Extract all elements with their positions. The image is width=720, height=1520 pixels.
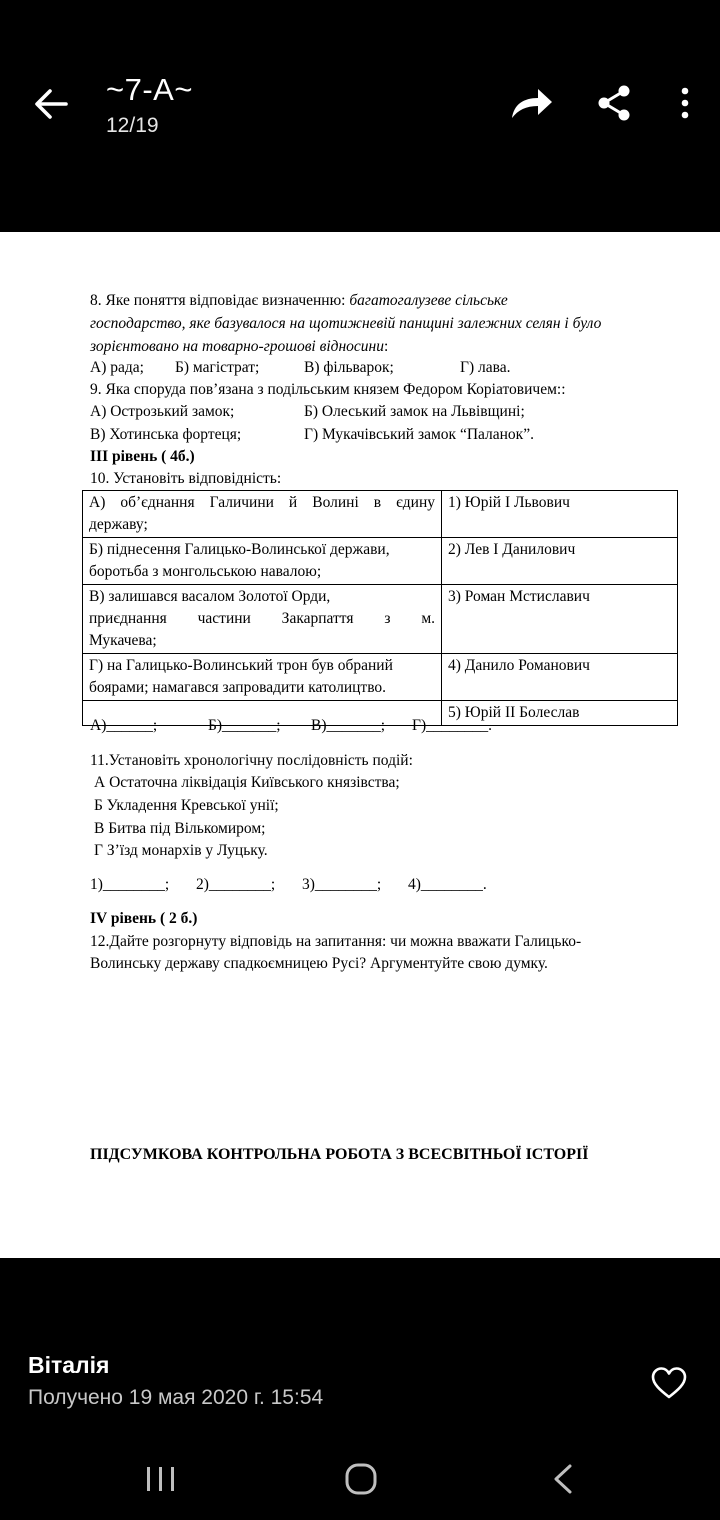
table-cell-left xyxy=(83,538,442,585)
q9-text: 9. Яка споруда пов’язана з подільським князем Федором Коріатовичем:: xyxy=(90,381,566,398)
level-4-heading: IV рівень ( 2 б.) xyxy=(90,910,198,927)
album-title: ~7-А~ xyxy=(106,72,193,107)
q8-definition-3: зорієнтовано на товарно-грошові відносини xyxy=(90,338,385,355)
row-b-text-2: боротьба з монгольською навалою; xyxy=(89,563,322,580)
q8-definition-1: багатогалузеве сільське xyxy=(349,292,508,309)
row-d-text-2: боярами; намагався запровадити католицтво. xyxy=(89,679,387,696)
q8-option-d: Г) лава. xyxy=(460,359,511,376)
q8-line-1 xyxy=(90,292,508,310)
level-3-heading: ІІІ рівень ( 4б.) xyxy=(90,448,195,465)
q9-option-d: Г) Мукачівський замок “Паланок”. xyxy=(304,426,534,443)
row-d-text-1: Г) на Галицько-Волинський трон був обраний xyxy=(89,657,393,674)
q11-answer-3: 3)________; xyxy=(302,876,382,893)
table-cell-right: 5) Юрій ІІ Болеслав xyxy=(442,701,678,726)
row-c-text-2: приєднання частини Закарпаття з м. xyxy=(89,610,435,627)
q10-answer-b: Б)_______; xyxy=(208,717,281,734)
document-page[interactable] xyxy=(0,232,720,1258)
top-app-bar xyxy=(0,0,720,232)
q11-item-b: Б Укладення Кревської унії; xyxy=(94,797,279,814)
q8-option-b: Б) магістрат; xyxy=(175,359,260,376)
q9-option-a: А) Острозький замок; xyxy=(90,403,235,420)
row-a-text-1: А) об’єднання Галичини й Волині в єдину xyxy=(89,494,435,511)
table-cell-right: 2) Лев І Данилович xyxy=(442,538,678,585)
q8-suffix: : xyxy=(384,338,389,355)
table-row xyxy=(83,585,678,654)
share-icon[interactable] xyxy=(596,84,632,122)
q11-answer-1: 1)________; xyxy=(90,876,170,893)
table-cell-right: 4) Данило Романович xyxy=(442,654,678,701)
bottom-info-bar xyxy=(0,1258,720,1520)
sender-name: Віталія xyxy=(28,1352,110,1378)
more-vert-icon[interactable] xyxy=(672,84,698,122)
home-icon[interactable] xyxy=(344,1462,378,1496)
image-counter: 12/19 xyxy=(106,114,159,137)
nav-back-icon[interactable] xyxy=(550,1462,576,1496)
row-a-text-2: державу; xyxy=(89,516,148,533)
table-row xyxy=(83,491,678,538)
back-arrow-icon[interactable] xyxy=(30,84,70,124)
heart-icon[interactable] xyxy=(650,1366,688,1400)
table-row xyxy=(83,538,678,585)
table-cell-right: 1) Юрій І Львович xyxy=(442,491,678,538)
table-cell-left xyxy=(83,654,442,701)
q8-option-c: В) фільварок; xyxy=(304,359,394,376)
q8-prefix: 8. Яке поняття відповідає визначенню: xyxy=(90,292,350,309)
row-b-text-1: Б) піднесення Галицько-Волинської держави, xyxy=(89,541,390,558)
final-title: ПІДСУМКОВА КОНТРОЛЬНА РОБОТА З ВСЕСВІТНЬОЇ ІСТОРІЇ xyxy=(90,1146,589,1163)
forward-arrow-icon[interactable] xyxy=(508,84,554,122)
row-c-text-3: Мукачева; xyxy=(89,632,157,649)
q12-line-2: Волинську державу спадкоємницею Русі? Аргументуйте свою думку. xyxy=(90,955,548,972)
q11-text: 11.Установіть хронологічну послідовність подій: xyxy=(90,752,413,769)
q11-item-d: Г З’їзд монархів у Луцьку. xyxy=(94,842,268,859)
q9-option-b: Б) Олеський замок на Львівщині; xyxy=(304,403,525,420)
table-row xyxy=(83,654,678,701)
q11-answer-4: 4)________. xyxy=(408,876,487,893)
row-c-text-1: В) залишався васалом Золотої Орди, xyxy=(89,588,331,605)
q11-answer-2: 2)________; xyxy=(196,876,276,893)
q9-option-c: В) Хотинська фортеця; xyxy=(90,426,242,443)
q10-answer-a: А)______; xyxy=(90,717,158,734)
table-cell-left xyxy=(83,491,442,538)
q8-definition-2: господарство, яке базувалося на щотижневій панщині залежних селян і було xyxy=(90,315,602,332)
q11-item-c: В Битва під Вількомиром; xyxy=(94,820,266,837)
recent-apps-icon[interactable] xyxy=(144,1464,178,1494)
q10-answer-d: Г)________. xyxy=(412,717,492,734)
q8-option-a: А) рада; xyxy=(90,359,144,376)
matching-table xyxy=(82,490,678,726)
q8-line-3 xyxy=(90,338,388,356)
table-cell-right: 3) Роман Мстиславич xyxy=(442,585,678,654)
q11-item-a: А Остаточна ліквідація Київського князівства; xyxy=(94,774,400,791)
q10-answer-c: В)_______; xyxy=(311,717,386,734)
table-cell-left xyxy=(83,585,442,654)
q12-line-1: 12.Дайте розгорнуту відповідь на запитання: чи можна вважати Галицько- xyxy=(90,933,582,950)
q10-text: 10. Установіть відповідність: xyxy=(90,470,282,487)
received-date: Получено 19 мая 2020 г. 15:54 xyxy=(28,1386,324,1409)
